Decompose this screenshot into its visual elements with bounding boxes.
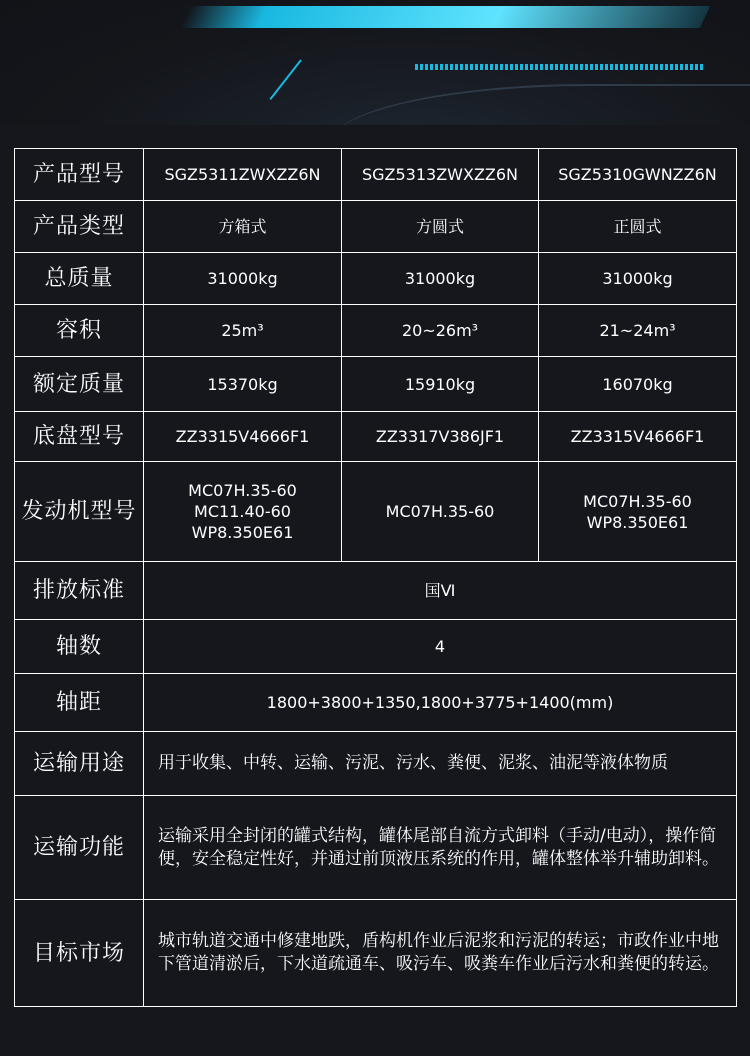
row-label: 总质量 <box>15 253 144 305</box>
row-label: 排放标准 <box>15 562 144 620</box>
table-cell: ZZ3315V4666F1 <box>144 412 342 462</box>
row-label: 轴距 <box>15 674 144 732</box>
table-row-chassis <box>15 412 737 462</box>
table-row-gross-mass <box>15 253 737 305</box>
row-label: 运输功能 <box>15 796 144 900</box>
table-cell: 城市轨道交通中修建地跌，盾构机作业后泥浆和污泥的转运；市政作业中地下管道清淤后，下水道疏通车、吸污车、吸粪车作业后污水和粪便的转运。 <box>144 900 737 1007</box>
engine-model: WP8.350E61 <box>191 523 294 542</box>
table-row-volume <box>15 305 737 357</box>
row-label: 容积 <box>15 305 144 357</box>
row-label: 额定质量 <box>15 357 144 412</box>
table-row-model <box>15 149 737 201</box>
row-label: 产品类型 <box>15 201 144 253</box>
banner-slant-line <box>269 59 301 100</box>
spec-table <box>14 148 737 1007</box>
engine-model: WP8.350E61 <box>586 512 689 532</box>
row-label: 目标市场 <box>15 900 144 1007</box>
banner-glow-bar <box>180 6 710 28</box>
table-row-rated-mass <box>15 357 737 412</box>
table-cell: SGZ5311ZWXZZ6N <box>144 149 342 201</box>
table-row-wheelbase <box>15 674 737 732</box>
table-row-type <box>15 201 737 253</box>
table-cell: 4 <box>144 620 737 674</box>
table-cell: 31000kg <box>144 253 342 305</box>
table-cell: 21~24m³ <box>539 305 737 357</box>
table-cell: 方箱式 <box>144 201 342 253</box>
table-cell <box>539 462 737 562</box>
table-cell: 16070kg <box>539 357 737 412</box>
table-cell: 方圆式 <box>342 201 539 253</box>
table-cell: ZZ3315V4666F1 <box>539 412 737 462</box>
table-cell: 31000kg <box>539 253 737 305</box>
table-cell <box>342 462 539 562</box>
table-cell: 15910kg <box>342 357 539 412</box>
table-cell: 国Ⅵ <box>144 562 737 620</box>
row-label: 底盘型号 <box>15 412 144 462</box>
table-cell: 20~26m³ <box>342 305 539 357</box>
table-row-axles <box>15 620 737 674</box>
table-row-engine <box>15 462 737 562</box>
engine-model: MC07H.35-60 <box>188 481 297 500</box>
banner-stripe <box>415 64 705 70</box>
banner-curve <box>330 84 750 125</box>
table-row-target-market <box>15 900 737 1007</box>
table-cell: ZZ3317V386JF1 <box>342 412 539 462</box>
table-row-function <box>15 796 737 900</box>
table-row-emission <box>15 562 737 620</box>
engine-model: MC11.40-60 <box>194 502 291 521</box>
row-label: 轴数 <box>15 620 144 674</box>
table-cell: 正圆式 <box>539 201 737 253</box>
table-row-usage <box>15 732 737 796</box>
table-cell: SGZ5313ZWXZZ6N <box>342 149 539 201</box>
table-cell: SGZ5310GWNZZ6N <box>539 149 737 201</box>
table-cell: 运输采用全封闭的罐式结构，罐体尾部自流方式卸料（手动/电动），操作简便，安全稳定性好，并通过前顶液压系统的作用，罐体整体举升辅助卸料。 <box>144 796 737 900</box>
table-cell: 31000kg <box>342 253 539 305</box>
table-cell: 15370kg <box>144 357 342 412</box>
row-label: 发动机型号 <box>15 462 144 562</box>
row-label: 运输用途 <box>15 732 144 796</box>
engine-model: MC07H.35-60 <box>583 491 692 511</box>
row-label: 产品型号 <box>15 149 144 201</box>
table-cell: 25m³ <box>144 305 342 357</box>
header-banner <box>0 0 750 125</box>
engine-model: MC07H.35-60 <box>385 502 495 521</box>
table-cell: 用于收集、中转、运输、污泥、污水、粪便、泥浆、油泥等液体物质 <box>144 732 737 796</box>
table-cell: 1800+3800+1350,1800+3775+1400(mm) <box>144 674 737 732</box>
table-cell <box>144 462 342 562</box>
